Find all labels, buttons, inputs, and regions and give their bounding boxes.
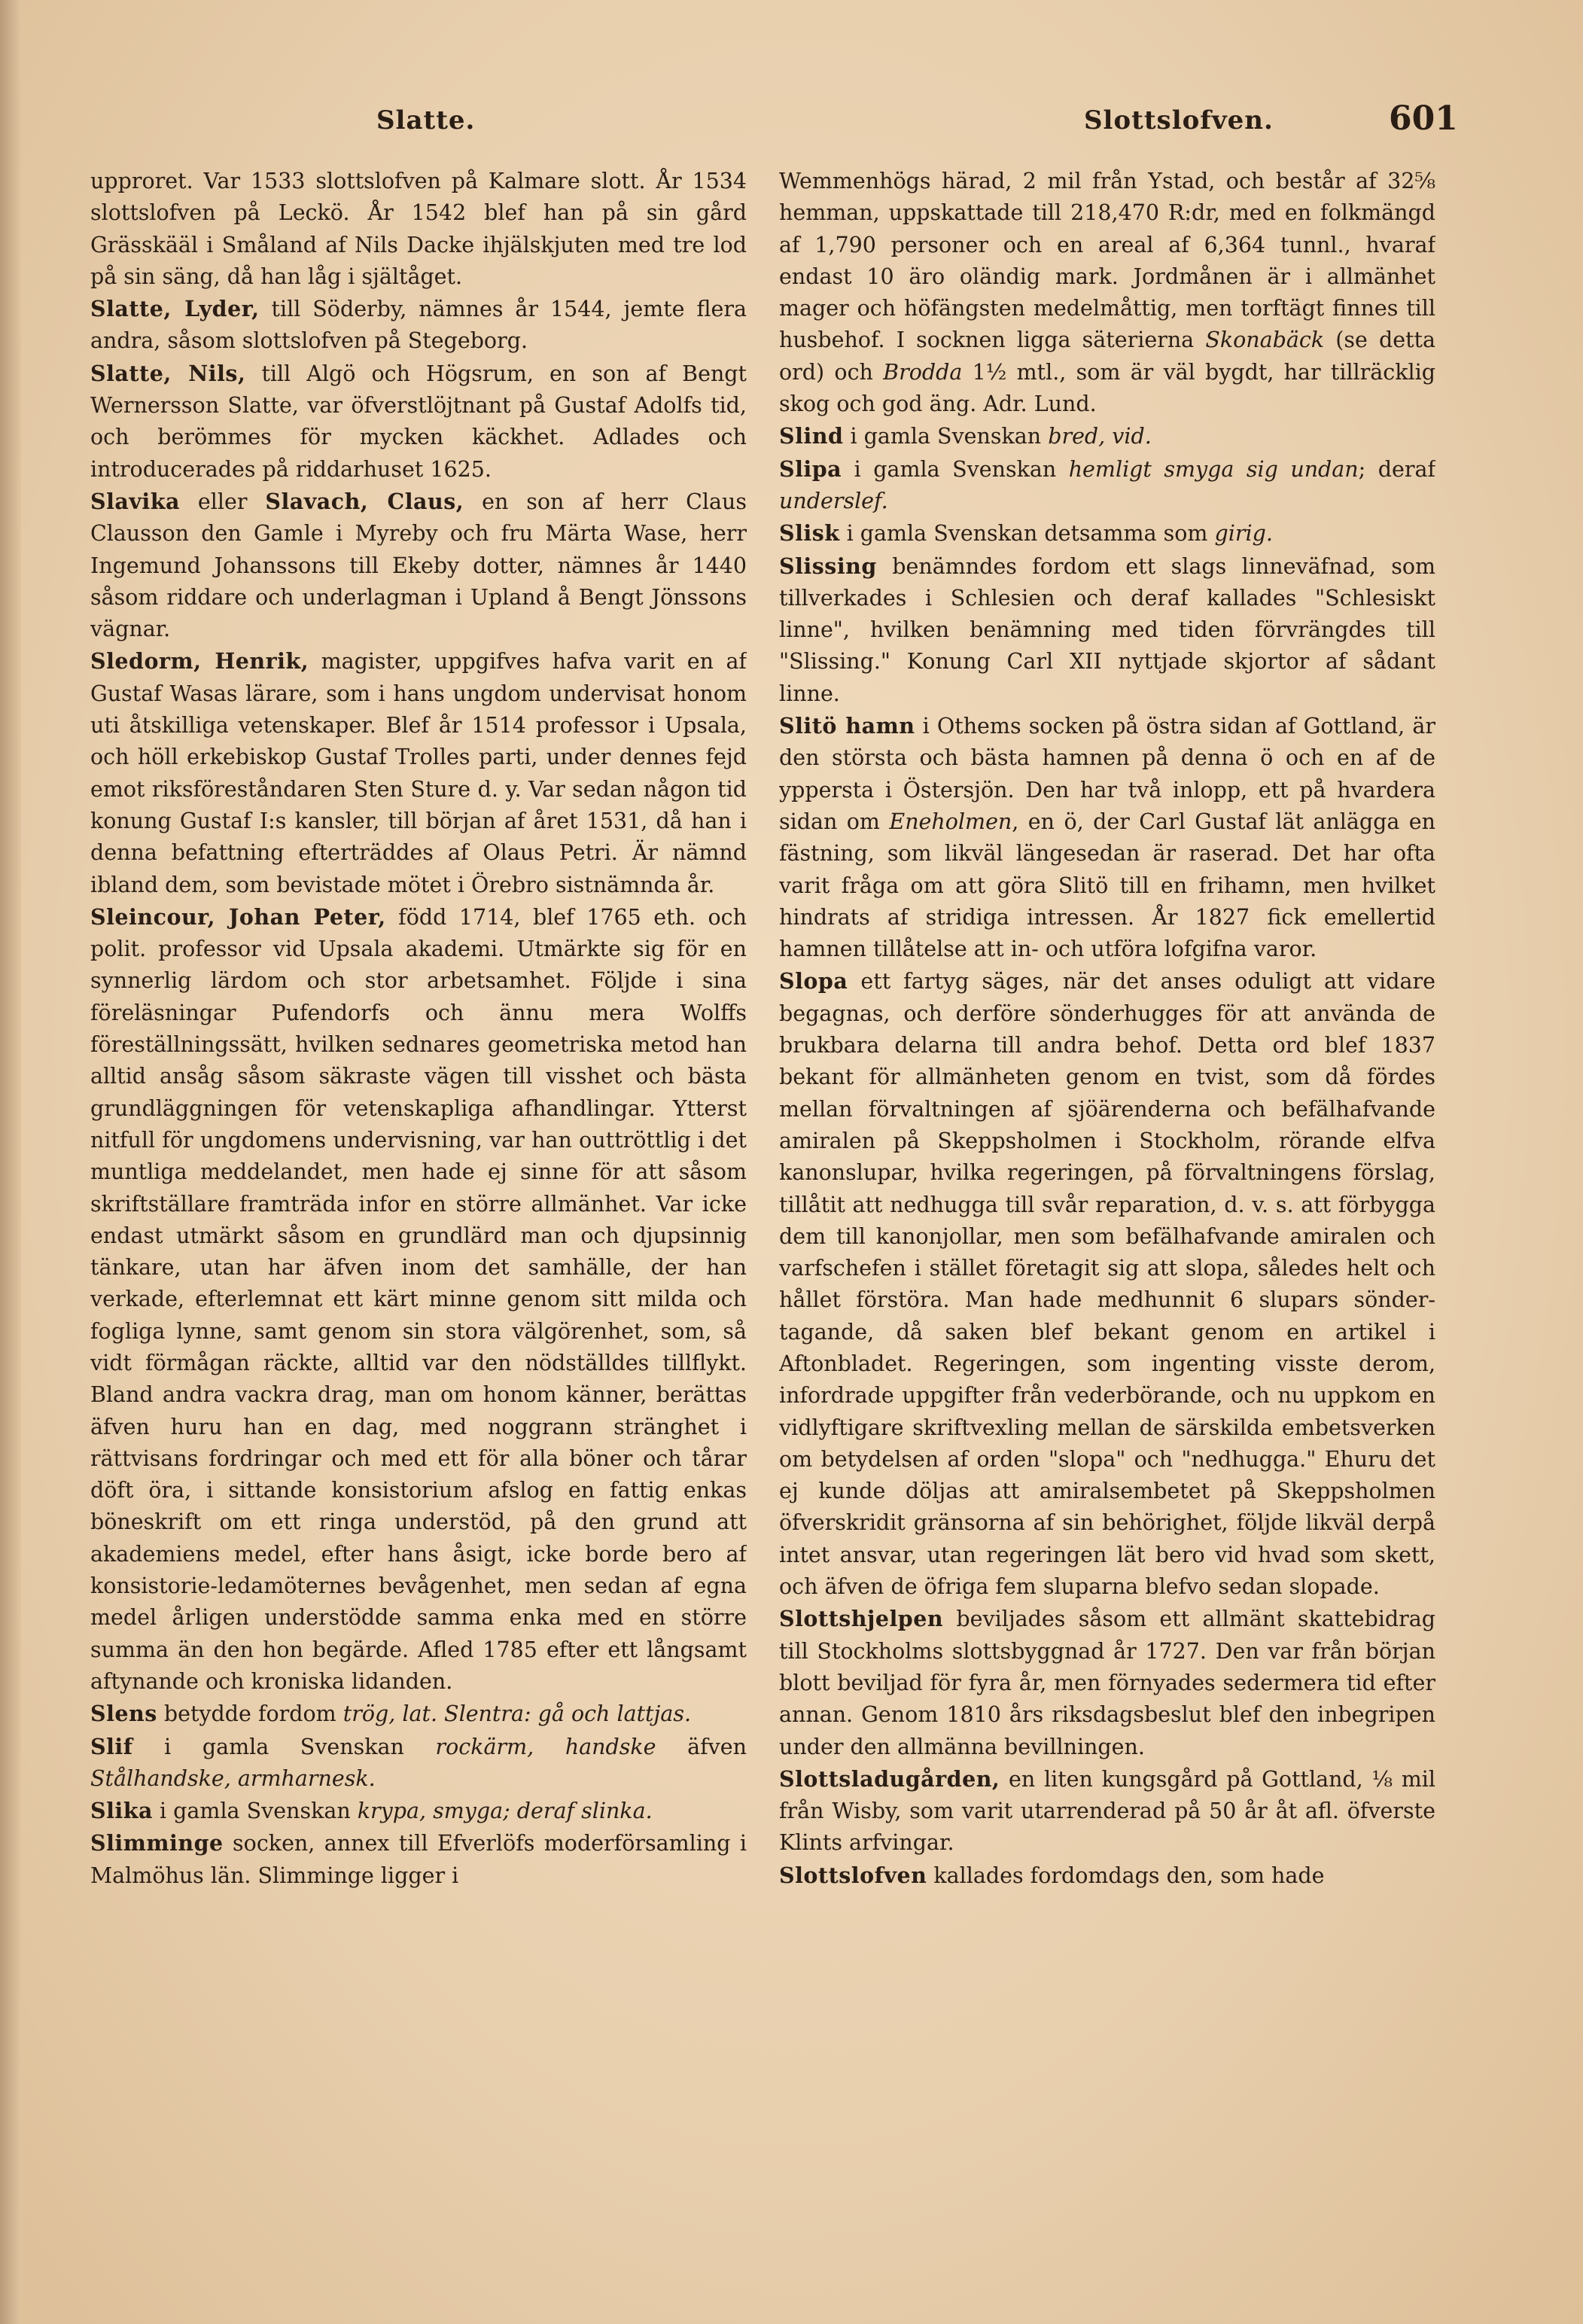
entry-text: till Söderby, nämnes år 1544, jemte flera andra, såsom slottslofven på Stegeborg. [90,297,747,354]
italic-term: Eneholmen [889,809,1012,834]
entry-headword: Slottsladugården, [779,1765,1000,1792]
entry-text: ; deraf [1358,456,1435,482]
entry-headword: Slopa [779,968,848,994]
page-edge-shadow [0,0,21,2324]
dictionary-entry [90,486,747,645]
entry-headword: Slisk [779,520,840,547]
entry-headword: Slika [90,1798,153,1824]
italic-term: Stålhandske, armharnesk. [90,1765,376,1791]
entry-text: (se detta ord) och [779,327,1435,385]
entry-headword: Slissing [779,553,877,579]
dictionary-entry [90,1698,747,1730]
entry-text: betydde fordom [157,1701,343,1727]
entry-text: i gamla Svenskan [152,1799,358,1824]
italic-term: rockärm, handske [435,1734,656,1759]
entry-text: till Algö och Högsrum, en son af Bengt Wernersson Slatte, var öfverstlöjtnant på Gustaf Adolfs tid, och berömmes för mycken käckhet. Adlades och introducerades på riddarhuset 1625. [90,361,747,482]
dictionary-entry [779,1860,1435,1892]
entry-text: benämndes fordom ett slags linneväfnad, som tillverkades i Schlesien och deraf kallades "Schlesiskt linne", hvilken benämning med tiden förvrängdes till "Slissing." Konung Carl XII nyttjade skjortor af sådant linne. [779,553,1435,706]
dictionary-entry [779,1763,1435,1860]
italic-term: underslef. [779,488,888,513]
left-running-title: Slatte. [376,105,476,136]
entry-headword: Slif [90,1733,133,1759]
entry-headword: Sleincour, Johan Peter, [90,903,386,930]
entry-headword: Slottslofven [779,1862,927,1888]
entry-text: i gamla Svenskan [843,424,1049,449]
entry-headword: Slens [90,1701,157,1727]
entry-text: i gamla Svenskan [842,456,1069,482]
entry-headword: Slavika [90,488,180,514]
entry-text: eller [179,489,266,514]
entry-headword: Slitö hamn [779,713,915,739]
italic-term: Skonabäck [1205,327,1325,353]
italic-term: girig. [1214,521,1273,547]
entry-text: ett fartyg säges, när det anses oduligt att vidare begagnas, och derföre sönderhugges för att använda de brukbara delarna till andra behof. Detta ord blef 1837 bekant för allmänheten genom en tvist, som då fördes mellan förvaltningen af sjöärenderna och befälhafvande amiralen på Skeppsholmen i Stockholm, rörande elfva kanonslupar, hvilka regeringen, på förvaltningens förslag, tillåtit att nedhugga till svår reparation, d. v. s. att förbygga dem till kanonjollar, men som befälhafvande amiralen och varfschefen i stället företagit sig att slopa, således helt och hållet förstöra. Man hade medhunnit 6 slupars sönder-tagande, då saken blef bekant genom en artikel i Aftonbladet. Regeringen, som ingenting visste derom, infordrade uppgifter från vederbörande, och nu uppkom en vidlyftigare skriftvexling mellan de särskilda embetsverken om betydelsen af orden "slopa" och "nedhugga." Ehuru det ej kunde döljas att amiralsembetet på Skeppsholmen öfverskridit gränsorna af sin behörighet, följde likväl derpå intet ansvar, utan regeringen lät bero vid hvad som skett, och äfven de öfriga fem sluparna blefvo sedan slopade. [779,969,1435,1600]
entry-text: magister, uppgifves hafva varit en af Gustaf Wasas lärare, som i hans ungdom undervisat honom uti åtskilliga vetenskaper. Blef år 1514 professor i Upsala, och höll erkebiskop Gustaf Trolles parti, under dennes fejd emot riksföreståndaren Sten Sture d. y. Var sedan någon tid konung Gustaf I:s kansler, till början af året 1531, då han i denna befattning efterträddes af Olaus Petri. Är nämnd ibland dem, som bevistade mötet i Örebro sistnämnda år. [90,649,747,897]
dictionary-entry [90,293,747,358]
left-column [90,166,747,2289]
dictionary-entry [90,358,747,486]
dictionary-entry [90,645,747,900]
entry-text: född 1714, blef 1765 eth. och polit. professor vid Upsala akademi. Utmärkte sig för en synnerlig lärdom och stor arbetsamhet. Följde i sina föreläsningar Pufendorfs och ännu mera Wolffs föreställningssätt, hvilken sednares geometriska metod han alltid ansåg såsom säkraste vägen till visshet och bästa grundläggningen för vetenskapliga afhandlingar. Ytterst nitfull för ungdomens undervisning, var han outtröttlig i det muntliga meddelandet, men hade ej sinne för att såsom skriftställare framträda infor en större allmänhet. Var icke endast utmärkt såsom en grundlärd man och djupsinnig tänkare, utan har äfven inom det samhälle, der han verkade, efterlemnat ett kärt minne genom sitt milda och fogliga lynne, samt genom sin stora välgörenhet, som, så vidt förmågan räckte, alltid var den nödställdes tillflykt. Bland andra vackra drag, man om honom känner, berättas äfven huru han en dag, med noggrann stränghet i rättvisans fordringar och med ett för alla böner och tårar döft öra, i sittande konsistorium afslog en fattig enkas böneskrift om ett ringa understöd, på den grund att akademiens medel, efter hans åsigt, icke borde bero af konsistorie-ledamöternes bevågenhet, men sedan af egna medel årligen understödde samma enka med en större summa än den hon begärde. Afled 1785 efter ett långsamt aftynande och kroniska lidanden. [90,904,747,1694]
dictionary-entry [90,1827,747,1892]
entry-text: 1½ mtl., som är väl bygdt, har tillräcklig skog och god äng. Adr. Lund. [779,359,1435,417]
dictionary-entry [779,517,1435,550]
entry-headword: Slatte, Lyder, [90,296,260,322]
right-running-title: Slottslofven. [1084,105,1274,136]
entry-text: en liten kungsgård på Gottland, ⅛ mil från Wisby, som varit utarrenderad på 50 år åt afl. öfverste Klints arfvingar. [779,1766,1435,1856]
entry-text: socken, annex till Efverlöfs moderförsamling i Malmöhus län. Slimminge ligger i [90,1831,747,1888]
dictionary-entry [779,1603,1435,1762]
dictionary-entry [90,1795,747,1827]
running-header [75,99,1458,151]
page-number: 601 [1389,99,1458,138]
entry-text: i Othems socken på östra sidan af Gottland, är den största och bästa hamnen på denna ö och en af de yppersta i Östersjön. Den har två inlopp, ett på hvardera sidan om [779,714,1435,834]
italic-term: hemligt smyga sig undan [1068,456,1359,482]
italic-term: trög, lat. Slentra: gå och lattjas. [342,1701,692,1727]
italic-term: krypa, smyga; deraf slinka. [357,1799,653,1824]
dictionary-entry [90,166,747,293]
entry-text: Wemmenhögs härad, 2 mil från Ystad, och består af 32⅝ hemman, uppskattade till 218,470 R:dr, med en folkmängd af 1,790 personer och en areal af 6,364 tunnl., hvaraf endast 10 äro oländig mark. Jordmånen är i allmänhet mager och höfängsten medelmåttig, men torftägt finnes till husbehof. I socknen ligga säterierna [779,169,1435,353]
right-column [779,166,1435,2289]
entry-text: äfven [656,1734,747,1759]
entry-headword: Slipa [779,455,842,482]
entry-headword: Slatte, Nils, [90,360,246,386]
dictionary-entry [779,420,1435,452]
dictionary-entry [779,453,1435,518]
entry-text: en son af herr Claus Clausson den Gamle i Myreby och fru Märta Wase, herr Ingemund Johanssons till Ekeby dotter, nämnes år 1440 såsom riddare och underlagman i Upland å Bengt Jönssons vägnar. [90,489,747,642]
entry-headword: Slind [779,423,844,449]
dictionary-entry [779,166,1435,420]
dictionary-entry [779,965,1435,1603]
entry-headword: Slottshjelpen [779,1606,944,1632]
dictionary-entry [90,901,747,1698]
dictionary-entry [90,1731,747,1796]
entry-text: kallades fordomdags den, som hade [927,1863,1325,1888]
dictionary-entry [779,710,1435,965]
italic-term: Brodda [883,359,963,385]
entry-headword: Slavach, Claus, [265,488,464,514]
entry-text: upproret. Var 1533 slottslofven på Kalmare slott. År 1534 slottslofven på Leckö. År 1542 blef han på sin gård Grässkääl i Småland af Nils Dacke ihjälskjuten med tre lod på sin säng, då han låg i själtåget. [90,169,747,289]
entry-text: , en ö, der Carl Gustaf lät anlägga en fästning, som likväl längesedan är raserad. Det har ofta varit fråga om att göra Slitö till en frihamn, men hvilket hindrats af stridiga intressen. År 1827 fick emellertid hamnen tillåtelse att in- och utföra lofgifna varor. [779,809,1435,962]
dictionary-entry [779,550,1435,710]
entry-text: i gamla Svenskan [132,1734,436,1759]
entry-headword: Slimminge [90,1830,224,1856]
entry-text: beviljades såsom ett allmänt skattebidrag till Stockholms slottsbyggnad år 1727. Den var från början blott beviljad för fyra år, men förnyades sedermera tid efter annan. Genom 1810 års riksdagsbeslut blef den inbegripen under den allmänna bevillningen. [779,1607,1435,1759]
italic-term: bred, vid. [1048,424,1152,449]
entry-text: i gamla Svenskan detsamma som [839,521,1215,547]
entry-headword: Sledorm, Henrik, [90,648,309,675]
